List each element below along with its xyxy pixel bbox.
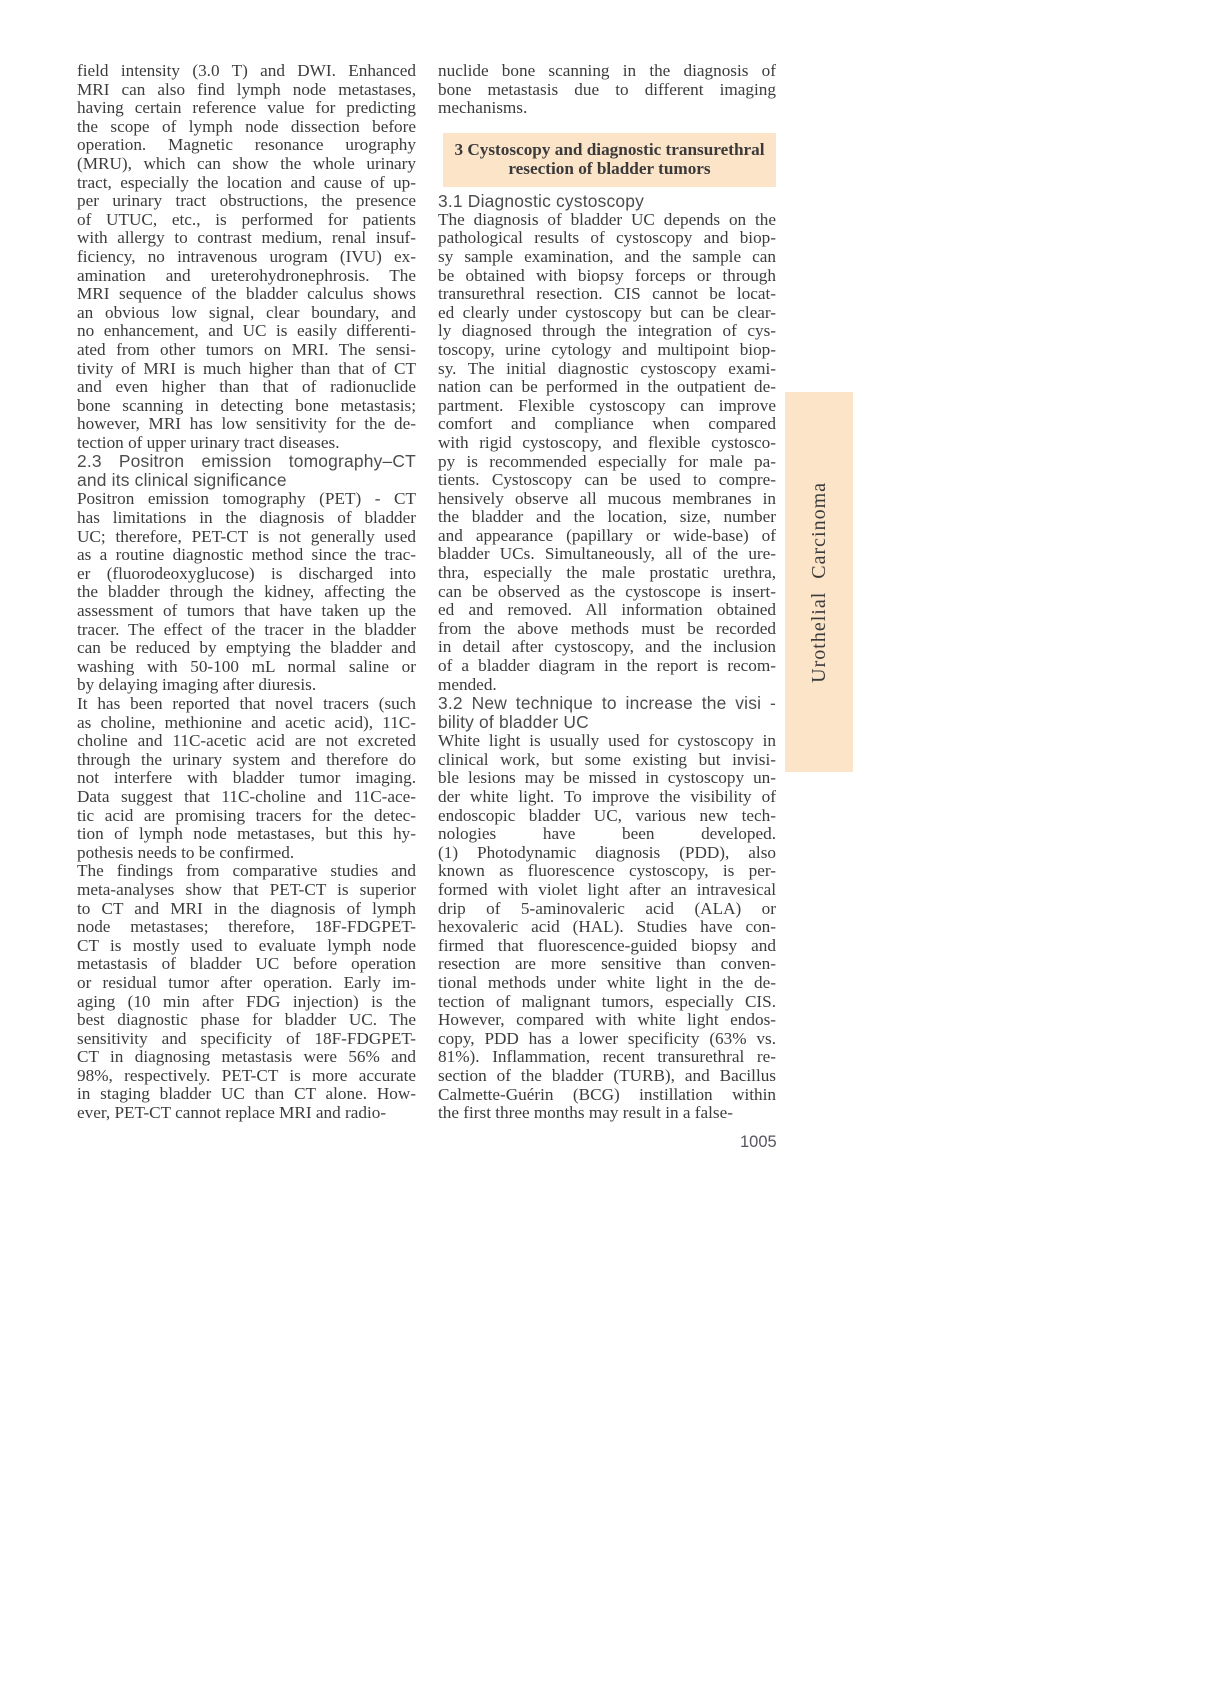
right-text-column xyxy=(438,62,776,1123)
text-line: tion of lymph node metastases, but this hy- xyxy=(77,824,416,844)
text-line: can be observed as the cystoscope is insert- xyxy=(438,581,776,601)
text-line: best diagnostic phase for bladder UC. The xyxy=(77,1010,416,1030)
text-line: Data suggest that 11C-choline and 11C-ace- xyxy=(77,786,416,806)
text-line: 2.3 Positron emission tomography–CT xyxy=(77,451,416,472)
subsection-heading xyxy=(438,192,776,211)
text-line: amination and ureterohydronephrosis. The xyxy=(77,265,416,285)
text-line: from the above methods must be recorded xyxy=(438,618,776,638)
text-line: and even higher than that of radionuclide xyxy=(77,377,416,397)
text-line: per urinary tract obstructions, the presence xyxy=(77,191,416,211)
text-line: node metastases; therefore, 18F-FDGPET- xyxy=(77,917,416,937)
text-line: pathological results of cystoscopy and biop- xyxy=(438,228,776,248)
text-line: copy, PDD has a lower specificity (63% vs. xyxy=(438,1028,776,1048)
text-line: the first three months may result in a false- xyxy=(438,1103,733,1123)
text-line: Positron emission tomography (PET) - CT xyxy=(77,489,416,509)
text-line: hexovaleric acid (HAL). Studies have con- xyxy=(438,917,776,937)
text-line: bility of bladder UC xyxy=(438,712,589,733)
text-line: clinical work, but some existing but invisi- xyxy=(438,749,776,769)
text-line: (MRU), which can show the whole urinary xyxy=(77,153,416,173)
paragraph xyxy=(77,490,416,695)
chapter-edge-tab xyxy=(785,392,853,772)
text-line: tection of malignant tumors, especially CIS. xyxy=(438,991,776,1011)
text-line: of UTUC, etc., is performed for patients xyxy=(77,209,416,229)
text-line: not interfere with bladder tumor imaging. xyxy=(77,768,416,788)
text-line: no enhancement, and UC is easily differenti- xyxy=(77,321,416,341)
text-line: ficiency, no intravenous urogram (IVU) ex- xyxy=(77,246,416,266)
text-line: bladder UCs. Simultaneously, all of the ure- xyxy=(438,544,776,564)
text-line: The findings from comparative studies and xyxy=(77,861,416,881)
text-line: ble lesions may be missed in cystoscopy un- xyxy=(438,768,776,788)
text-line: by delaying imaging after diuresis. xyxy=(77,675,317,695)
text-line: 98%, respectively. PET-CT is more accurate xyxy=(77,1065,416,1085)
text-line: hensively observe all mucous membranes in xyxy=(438,488,776,508)
text-line: and appearance (papillary or wide-base) of xyxy=(438,525,776,545)
text-line: bone metastasis due to different imaging xyxy=(438,79,776,99)
text-line: washing with 50-100 mL normal saline or xyxy=(77,656,416,676)
text-line: ated from other tumors on MRI. The sensi- xyxy=(77,339,416,359)
text-line: partment. Flexible cystoscopy can improve xyxy=(438,395,776,415)
text-line: endoscopic bladder UC, various new tech- xyxy=(438,805,776,825)
text-line: comfort and compliance when compared xyxy=(438,414,776,434)
paragraph xyxy=(77,862,416,1122)
text-line: of a bladder diagram in the report is recom- xyxy=(438,656,776,676)
section-heading-box xyxy=(443,133,776,187)
page-number: 1005 xyxy=(740,1133,777,1151)
text-line: ed clearly under cystoscopy but can be clear- xyxy=(438,302,776,322)
text-line: be obtained with biopsy forceps or through xyxy=(438,265,776,285)
paragraph xyxy=(438,62,776,118)
text-line: assessment of tumors that have taken up the xyxy=(77,601,416,621)
text-line: in staging bladder UC than CT alone. How- xyxy=(77,1084,416,1104)
text-line: however, MRI has low sensitivity for the de- xyxy=(77,414,416,434)
subsection-heading xyxy=(438,694,776,732)
text-line: 3 Cystoscopy and diagnostic transurethral xyxy=(454,139,765,159)
text-line: CT is mostly used to evaluate lymph node xyxy=(77,935,416,955)
text-line: It has been reported that novel tracers (such xyxy=(77,694,416,713)
text-line: 81%). Inflammation, recent transurethral re- xyxy=(438,1047,776,1067)
text-line: ed and removed. All information obtained xyxy=(438,600,776,620)
text-line: tic acid are promising tracers for the detec- xyxy=(77,805,416,825)
text-line: py is recommended especially for male pa- xyxy=(438,451,776,471)
text-line: the bladder through the kidney, affecting the xyxy=(77,582,416,602)
text-line: has limitations in the diagnosis of bladder xyxy=(77,508,416,528)
text-line: UC; therefore, PET-CT is not generally used xyxy=(77,526,416,546)
text-line: tients. Cystoscopy can be used to compre- xyxy=(438,470,776,490)
text-line: ly diagnosed through the integration of cys- xyxy=(438,321,776,341)
text-line: thra, especially the male prostatic urethra, xyxy=(438,563,776,583)
text-line: to CT and MRI in the diagnosis of lymph xyxy=(77,898,416,918)
text-line: drip of 5-aminovaleric acid (ALA) or xyxy=(438,898,776,918)
text-line: the scope of lymph node dissection before xyxy=(77,116,416,136)
text-line: However, compared with white light endos- xyxy=(438,1010,776,1030)
paragraph xyxy=(438,732,776,1122)
text-line: pothesis needs to be confirmed. xyxy=(77,842,295,862)
text-line: tract, especially the location and cause of up- xyxy=(77,172,416,192)
text-line: toscopy, urine cytology and multipoint biop- xyxy=(438,339,776,359)
text-line: mechanisms. xyxy=(438,98,528,118)
text-line: operation. Magnetic resonance urography xyxy=(77,135,416,155)
paragraph xyxy=(77,62,416,452)
text-line: aging (10 min after FDG injection) is the xyxy=(77,991,416,1011)
text-line: The diagnosis of bladder UC depends on the xyxy=(438,209,776,229)
text-line: meta-analyses show that PET-CT is superior xyxy=(77,879,416,899)
text-line: an obvious low signal, clear boundary, and xyxy=(77,302,416,322)
text-line: resection are more sensitive than conven- xyxy=(438,954,776,974)
text-line: as a routine diagnostic method since the trac- xyxy=(77,545,416,565)
text-line: tection of upper urinary tract diseases. xyxy=(77,432,340,452)
text-line: metastasis of bladder UC before operation xyxy=(77,954,416,974)
chapter-tab-label: Urothelial Carcinoma xyxy=(807,481,830,683)
text-line: MRI can also find lymph node metastases, xyxy=(77,79,416,99)
text-line: and its clinical significance xyxy=(77,470,287,491)
text-line: in detail after cystoscopy, and the inclusion xyxy=(438,637,776,657)
text-line: can be reduced by emptying the bladder and xyxy=(77,638,416,658)
text-line: der white light. To improve the visibility of xyxy=(438,787,776,806)
text-line: as choline, methionine and acetic acid), 11C- xyxy=(77,712,416,732)
text-line: (1) Photodynamic diagnosis (PDD), also xyxy=(438,842,776,862)
text-line: nation can be performed in the outpatient de- xyxy=(438,377,776,397)
text-line: the bladder and the location, size, number xyxy=(438,507,776,527)
text-line: tional methods under white light in the de- xyxy=(438,972,776,992)
subsection-heading xyxy=(77,452,416,490)
text-line: known as fluorescence cystoscopy, is per- xyxy=(438,861,776,881)
text-line: tivity of MRI is much higher than that of CT xyxy=(77,358,416,378)
text-line: Calmette-Guérin (BCG) instillation within xyxy=(438,1084,776,1104)
text-line: formed with violet light after an intravesical xyxy=(438,879,776,899)
text-line: er (fluorodeoxyglucose) is discharged into xyxy=(77,563,416,583)
text-line: nologies have been developed. xyxy=(438,824,776,844)
text-line: or residual tumor after operation. Early im- xyxy=(77,972,416,992)
text-line: tracer. The effect of the tracer in the bladder xyxy=(77,619,416,639)
text-line: sy. The initial diagnostic cystoscopy exami- xyxy=(438,358,776,378)
paragraph xyxy=(77,695,416,862)
text-line: bone scanning in detecting bone metastasis; xyxy=(77,395,416,415)
text-line: field intensity (3.0 T) and DWI. Enhanced xyxy=(77,61,416,80)
text-line: firmed that fluorescence-guided biopsy and xyxy=(438,935,776,955)
text-line: sensitivity and specificity of 18F-FDGPET- xyxy=(77,1028,416,1048)
text-line: ever, PET-CT cannot replace MRI and radio- xyxy=(77,1103,387,1123)
text-line: White light is usually used for cystoscopy in xyxy=(438,731,776,751)
text-line: section of the bladder (TURB), and Bacillus xyxy=(438,1065,776,1085)
text-line: with allergy to contrast medium, renal insuf- xyxy=(77,228,416,248)
text-line: MRI sequence of the bladder calculus shows xyxy=(77,284,416,304)
text-line: CT in diagnosing metastasis were 56% and xyxy=(77,1047,416,1067)
text-line: nuclide bone scanning in the diagnosis of xyxy=(438,61,776,80)
text-line: 3.1 Diagnostic cystoscopy xyxy=(438,190,645,211)
text-line: sy sample examination, and the sample can xyxy=(438,246,776,266)
text-line: through the urinary system and therefore do xyxy=(77,749,416,769)
left-text-column xyxy=(77,62,416,1123)
text-line: resection of bladder tumors xyxy=(508,159,711,179)
text-line: mended. xyxy=(438,674,497,694)
text-line: with rigid cystoscopy, and flexible cystosco- xyxy=(438,432,776,452)
text-line: transurethral resection. CIS cannot be locat- xyxy=(438,284,776,304)
text-line: having certain reference value for predicting xyxy=(77,98,416,118)
text-line: 3.2 New technique to increase the visi - xyxy=(438,693,776,714)
text-line: choline and 11C-acetic acid are not excreted xyxy=(77,731,416,751)
paragraph xyxy=(438,211,776,694)
